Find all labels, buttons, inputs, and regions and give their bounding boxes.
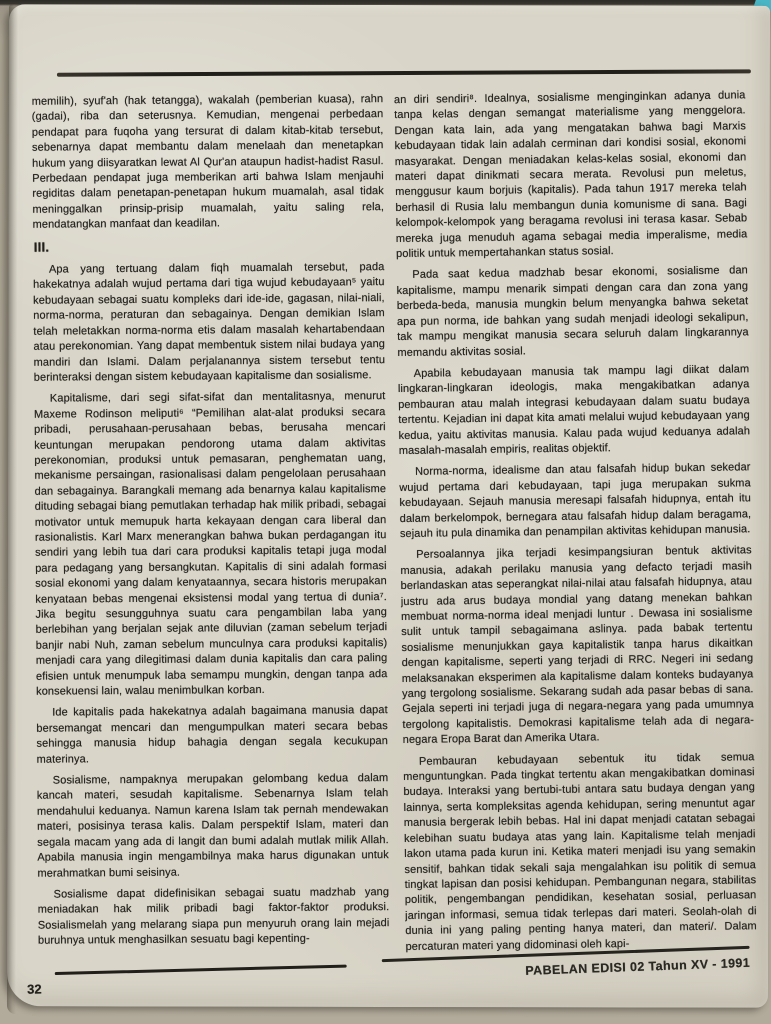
- magazine-page: [7, 4, 770, 1008]
- left-column: [32, 92, 390, 983]
- paragraph: Pembauran kebudayaan sebentuk itu tidak semua menguntungkan. Pada tingkat tertentu akan mengakibatkan dominasi budaya. Interaksi yang bertubi-tubi antara satu budaya dengan yang lainnya, serta kompleksitas agenda kehidupan, sering menuntut agar manusia bergerak lebih bebas. Hal ini dapat menjadi catatan sebagai kelebihan suatu budaya atas yang lain. Kapitalisme telah menjadi lakon utama pada kurun ini. Ketika materi menjadi isu yang semakin sensitif, bahkan tidak sekali saja mengalahkan isu politik di semua tingkat lapisan dan posisi kehidupan. Pembangunan negara, stabilitas politik, pengembangan pendidikan, kesehatan sosial, perluasan jaringan informasi, semua tidak terlepas dari materi. Seolah-olah di dunia ini yang paling penting hanya materi, dan materi/. Dalam percaturan materi yang didominasi oleh kapi-: [402, 750, 757, 953]
- right-column: [393, 88, 757, 981]
- paragraph: Sosialisme dapat didefinisikan sebagai suatu madzhab yang meniadakan hak milik pribadi bagi faktor-faktor produksi. Sosialismelah yang melarang siapa pun menyuruh orang lain mejadi buruhnya untuk menghasilkan sesuatu bagi kepenting-: [37, 885, 390, 947]
- paragraph: Sosialisme, nampaknya merupakan gelombang kedua dalam kancah materi, sesudah kapitalisme. Sebenarnya Islam telah mendahului keduanya. Namun karena Islam tak pernah mendewakan materi, posisinya terasa kalis. Dalam perspektif Islam, materi dan segala macam yang ada di langit dan bumi adalah mutlak milik Allah. Apabila manusia ingin mengambilnya maka harus digunakan untuk merahmatkan bumi seisinya.: [36, 772, 389, 880]
- paragraph: Pada saat kedua madzhab besar ekonomi, sosialisme dan kapitalisme, mampu menarik simpati dengan cara dan zona yang berbeda-beda, manusia mungkin belum menyangka bahwa seketat apa pun norma, ide bahkan yang sudah menjadi ideologi sekalipun, tak mampu mengikat manusia secara seluruh dalam lingkarannya memandu aktivitas sosial.: [396, 264, 749, 359]
- paragraph: Ide kapitalis pada hakekatnya adalah bagaimana manusia dapat bersemangat mencari dan mengumpulkan materi secara bebas sehingga manusia hidup bahagia dengan segala kecukupan materinya.: [36, 704, 389, 766]
- page-number: 32: [26, 981, 42, 997]
- page-binding-edge: [7, 4, 18, 1014]
- paragraph: Norma-norma, idealisme dan atau falsafah hidup bukan sekedar wujud pertama dari kebudayaan, tapi juga merupakan sukma kebudayaan. Sejauh manusia meresapi falsafah hidupnya, entah itu dalam berkelompok, bernegara atau falsafah hidup dalam beragama, sejauh itu pula dinamika dan penampilan aktivitas kehidupan manusia.: [398, 461, 751, 541]
- paragraph: Persoalannya jika terjadi kesimpangsiuran bentuk aktivitas manusia, adakah perilaku manusia yang defacto terjadi masih berlandaskan atas seperangkat nilai-nilai atau falsafah hidupnya, atau justru ada arus budaya mondial yang datang menekan bahkan membuat norma-norma ideal menjadi luntur . Dewasa ini sosialisme sulit untuk tampil sebagaimana aslinya. pada babak tertentu sosialisme menunjukkan gaya kapitalistik tanpa harus dikaitkan dengan kapitalisme, seperti yang terjadi di RRC. Negeri ini sedang melaksanakan eksperimen ala kapitalisme dalam konteks budayanya yang tergolong sosialisme. Sekarang sudah ada pasar bebas di sana. Gejala seperti ini terjadi juga di negara-negara yang pada umumnya tergolong kapitalistis. Demokrasi kapitalisme telah ada di negara-negara Eropa Barat dan Amerika Utara.: [399, 544, 754, 747]
- magazine-edition: PABELAN EDISI 02 Tahun XV - 1991: [525, 954, 751, 977]
- paragraph: Kapitalisme, dari segi sifat-sifat dan mentalitasnya, menurut Maxeme Rodinson meliputi⁶ “Pemilihan alat-alat produksi secara pribadi, perusahaan-perusahaan bebas, berusaha mencari keuntungan merupakan pendorong utama dalam aktivitas perekonomian, produksi untuk pemasaran, penghematan uang, mekanisme persaingan, rasionalisasi dalam pengelolaan perusahaan dan sebagainya. Barangkali memang ada benarnya kalau kapitalisme dituding sebagai biang pemutlakan terhadap hak milik pribadi, sebagai motivator untuk memupuk harta kekayaan dengan cara liberal dan rasionalistis. Karl Marx menerangkan bahwa bukan perdagangan itu sendiri yang lebih tua dari cara produksi kapitalis tetapi juga modal para pedagang yang bersangkutan. Kapitalis di sini adalah formasi sosial ekonomi yang dalam kenyataannya, secara historis merupakan kenyataan bebas mengenai eksistensi modal yang tertua di dunia⁷. Jika begitu sesungguhnya suatu cara pengambilan laba yang berlebihan yang berjalan sejak ante diluvian (zaman sebelum terjadi banjir nabi Nuh, zaman sebelum munculnya cara produksi kapitalis) menjadi cara yang dilegitimasi dalam dunia kapitalis dan cara paling efisien untuk menumpuk laba semampu mungkin, dengan tanpa ada konsekuensi lain, walau menimbulkan korban.: [33, 390, 388, 698]
- paragraph-continuation: an diri sendiri⁸. Idealnya, sosialisme menginginkan adanya dunia tanpa kelas dengan semangat materialisme yang menggelora. Dengan kata lain, ada yang mengatakan bahwa bagi Marxis kebudayaan tidak lain adalah cerminan dari kondisi sosial, ekonomi masyarakat. Dengan meniadakan kelas-kelas sosial, ekonomi dan materi dapat dinikmati secara merata. Revolusi pun meletus, menggusur kaum borjuis (kapitalis). Pada tahun 1917 mereka telah berhasil di Rusia lalu membangun dunia komunisme di sana. Bagi kelompok-kelompok yang beragama revolusi ini terasa kasar. Sebab mereka juga menuduh agama sebagai media imperalisme, media politik untuk mempertahankan status sosial.: [393, 89, 747, 261]
- article-body: [32, 89, 755, 982]
- paragraph: Apa yang tertuang dalam fiqh muamalah tersebut, pada hakekatnya adalah wujud pertama dari tiga wujud kebudayaan⁵ yaitu kebudayaan sebagai suatu kompleks dari ide-ide, gagasan, nilai-niali, norma-norma, peraturan dan sebagainya. Dengan demikian Islam telah meletakkan norma-norma etis dalam masalah kehartabendaan atau perekonomian. Yang dapat membentuk sistem nilai budaya yang mandiri dan Islami. Dalam perjalanannya sistem tersebut tentu berinteraksi dengan sistem kebudayaan kapitalisme dan sosialisme.: [32, 261, 386, 384]
- header-rule: [57, 69, 751, 76]
- paragraph: Apabila kebudayaan manusia tak mampu lagi diikat dalam lingkaran-lingkaran ideologis, maka mengakibatkan adanya pembauran atau malah integrasi kebudayaan dalam suatu budaya tertentu. Kejadian ini dapat kita amati melalui wujud kebudayaan yang kedua, yaitu aktivitas manusia. Kalau pada wujud keduanya adalah masalah-masalah empiris, realitas objektif.: [397, 363, 750, 457]
- paragraph-continuation: memilih), syuf'ah (hak tetangga), wakalah (pemberian kuasa), rahn (gadai), riba dan seterusnya. Kemudian, mengenai perbedaan pendapat para fuqoha yang tersurat di dalam kitab-kitab tersebut, sebenarnya dapat membantu dalam menelaah dan menetapkan hukum yang diisyaratkan lewat Al Qur'an ataupun hadist-hadist Rasul. Perbedaan pendapat juga memberikan arti bahwa Islam menjauhi regiditas dalam penetapan-penetapan hukum muamalah, asal tidak meninggalkan prinsip-prisip muamalah, yaitu saling rela, mendatangkan manfaat dan keadilan.: [31, 93, 385, 231]
- section-heading: III.: [33, 239, 50, 255]
